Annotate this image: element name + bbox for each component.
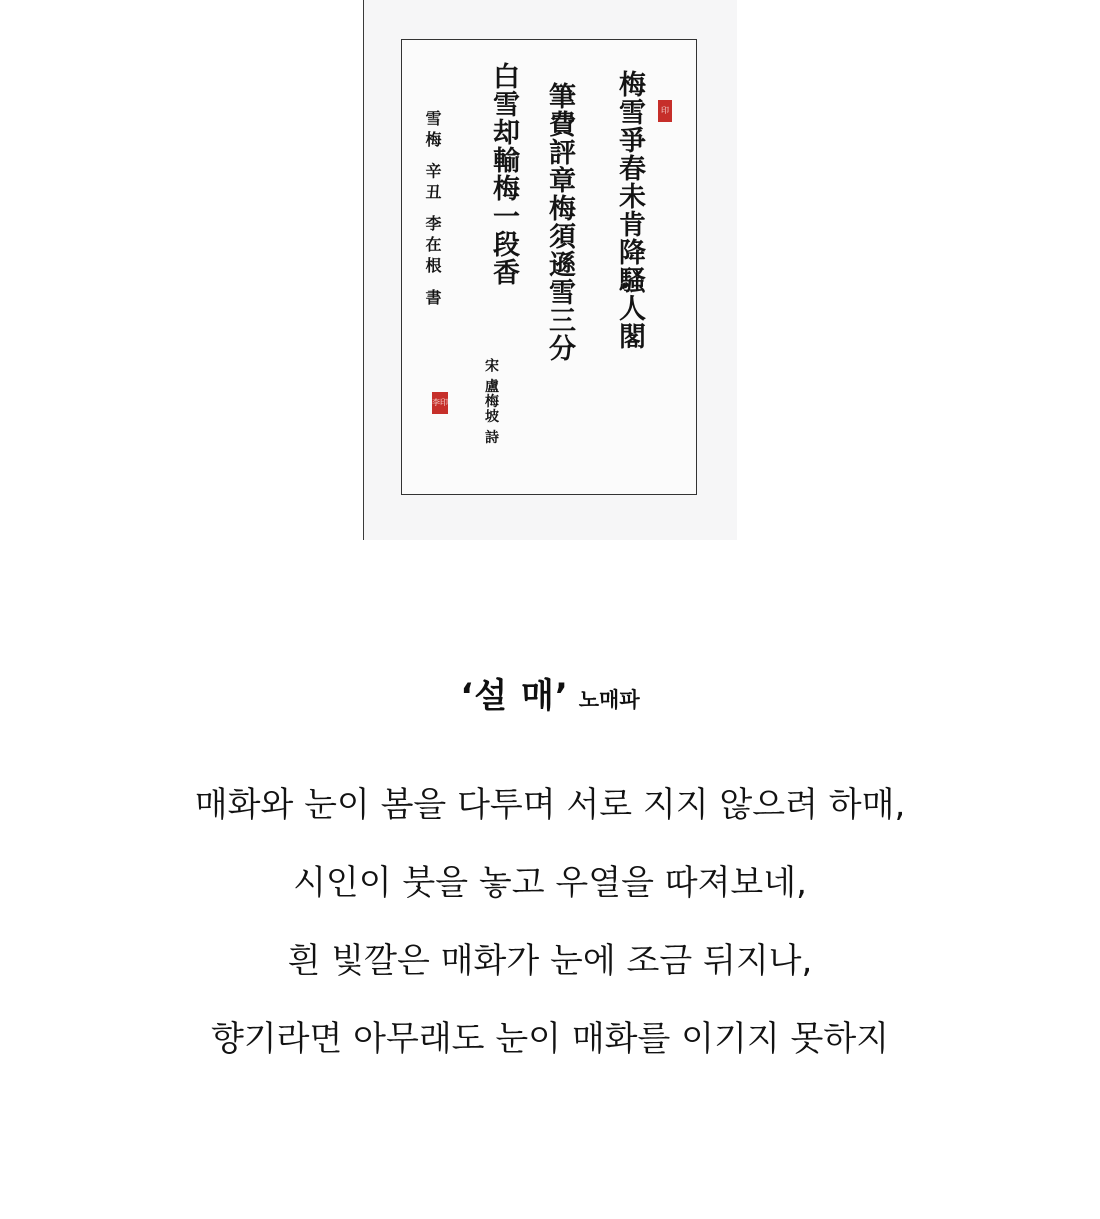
seal-stamp-bottom: 李印 (432, 392, 448, 414)
calligraphy-column-1: 梅雪爭春未肯降騷人閣 (614, 70, 645, 350)
poem-line-3: 흰 빛깔은 매화가 눈에 조금 뒤지나, (287, 941, 813, 981)
poem-line-2: 시인이 붓을 놓고 우열을 따져보네, (293, 863, 807, 903)
calligraphy-signature: 雪梅 辛丑 李在根 書 (423, 110, 442, 310)
calligraphy-source-note: 宋 盧梅坡 詩 (483, 358, 499, 445)
calligraphy-column-3: 白雪却輸梅一段香 (488, 62, 519, 286)
artwork-frame (401, 39, 697, 495)
seal-stamp-top: 印 (658, 100, 672, 122)
poem-author: 노매파 (578, 688, 640, 712)
poem-title-row (0, 668, 1100, 728)
calligraphy-column-2: 筆費評章梅須遜雪三分 (544, 82, 575, 362)
poem-line-4: 향기라면 아무래도 눈이 매화를 이기지 못하지 (210, 1019, 890, 1059)
calligraphy-artwork (363, 0, 737, 540)
poem-title: ‘설 매’ (460, 676, 569, 716)
poem-line-1: 매화와 눈이 봄을 다투며 서로 지지 않으려 하매, (194, 785, 906, 825)
poem-body (0, 778, 1100, 1090)
